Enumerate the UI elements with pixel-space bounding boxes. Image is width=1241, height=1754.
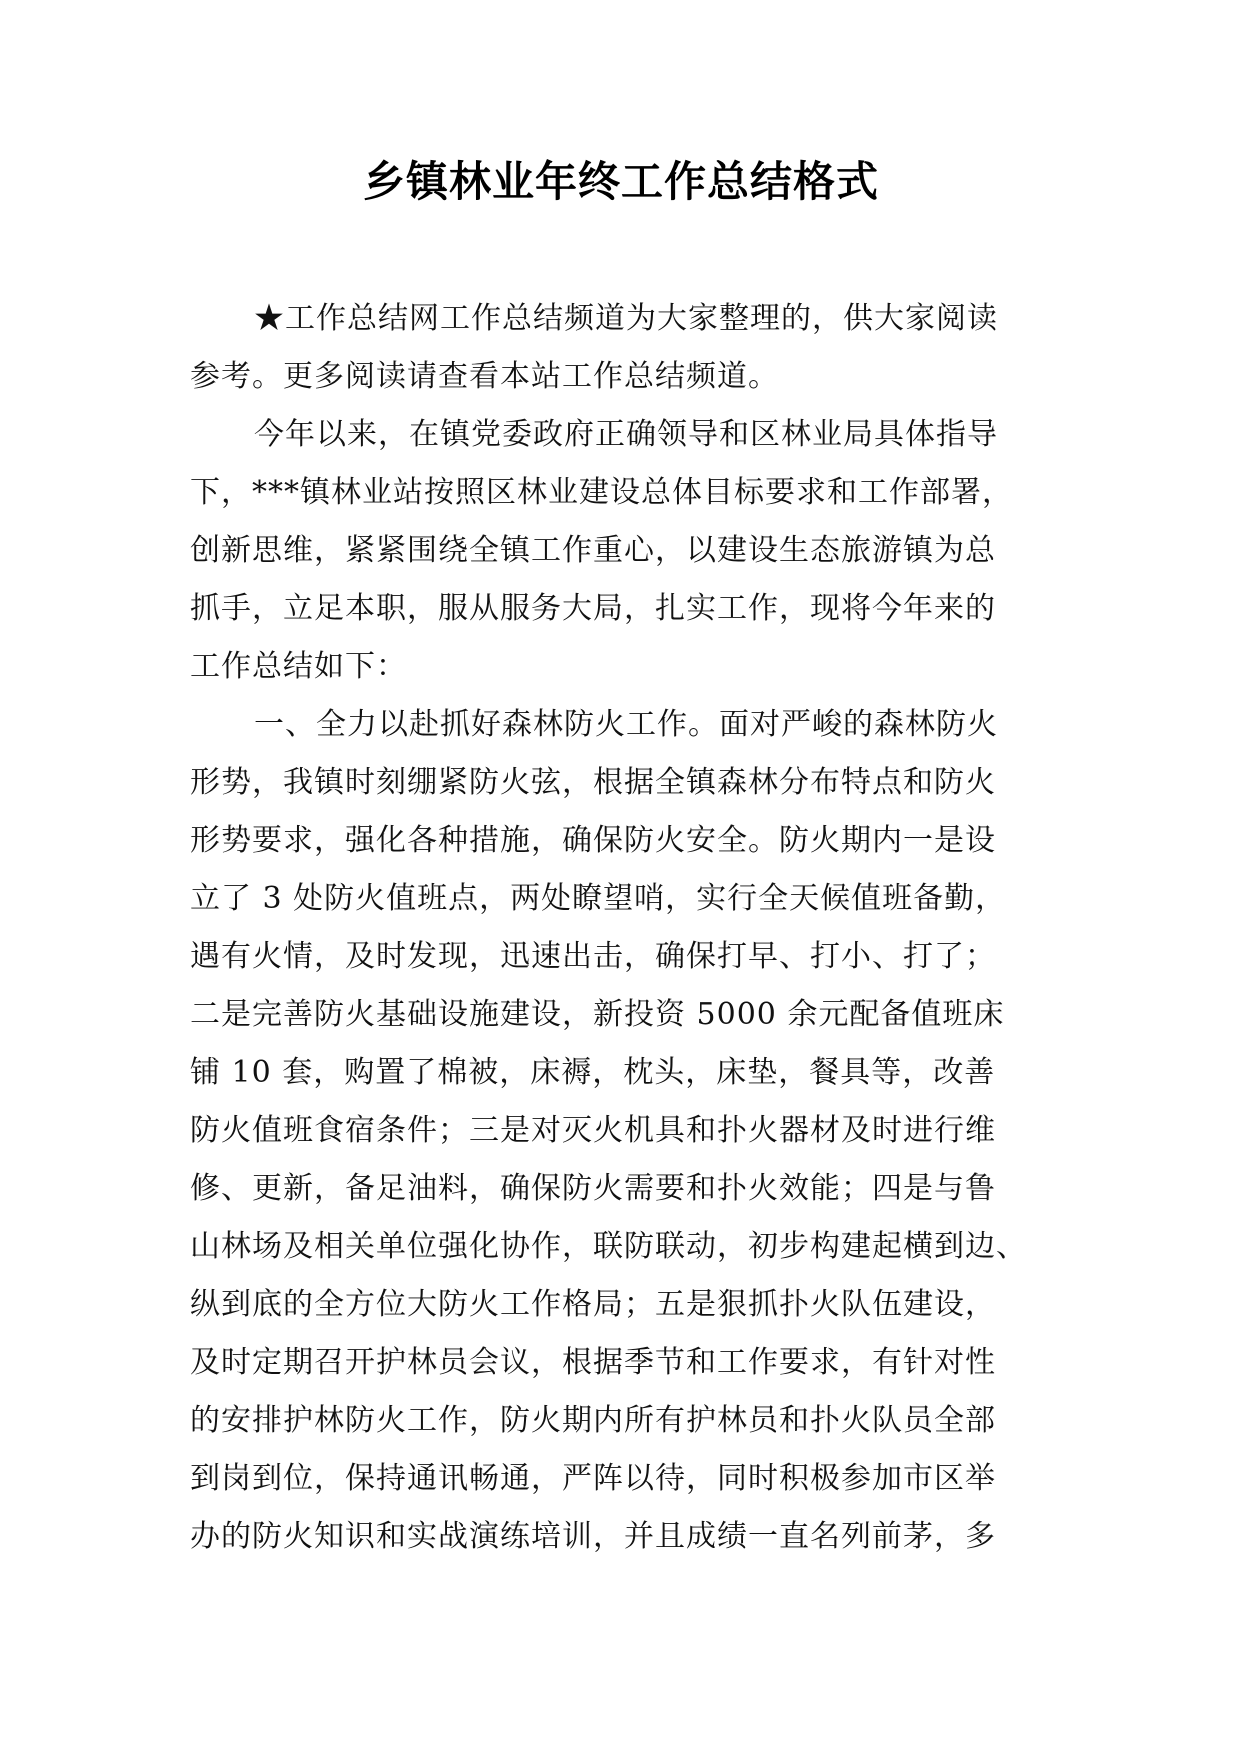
text-line: 工作总结如下：	[190, 649, 407, 684]
text-line: 及时定期召开护林员会议，根据季节和工作要求，有针对性	[190, 1345, 996, 1380]
text-line: 铺 10 套，购置了棉被，床褥，枕头，床垫，餐具等，改善	[190, 1055, 996, 1090]
text-line: 今年以来，在镇党委政府正确领导和区林业局具体指导	[254, 417, 998, 452]
text-line: 修、更新，备足油料，确保防火需要和扑火效能；四是与鲁	[190, 1171, 996, 1206]
document-title: 乡镇林业年终工作总结格式	[362, 157, 879, 206]
text-line: 创新思维，紧紧围绕全镇工作重心，以建设生态旅游镇为总	[190, 533, 996, 568]
text-line: 到岗到位，保持通讯畅通，严阵以待，同时积极参加市区举	[190, 1461, 996, 1496]
text-line: 遇有火情，及时发现，迅速出击，确保打早、打小、打了；	[190, 939, 996, 974]
text-line: 参考。更多阅读请查看本站工作总结频道。	[190, 359, 779, 394]
text-line: 山林场及相关单位强化协作，联防联动，初步构建起横到边、	[190, 1229, 1027, 1264]
text-line: 的安排护林防火工作，防火期内所有护林员和扑火队员全部	[190, 1403, 996, 1438]
text-line: 下，***镇林业站按照区林业建设总体目标要求和工作部署，	[190, 475, 1013, 510]
text-line: ★工作总结网工作总结频道为大家整理的，供大家阅读	[254, 301, 998, 336]
text-line: 二是完善防火基础设施建设，新投资 5000 余元配备值班床	[190, 997, 1005, 1032]
text-line: 立了 3 处防火值班点，两处瞭望哨，实行全天候值班备勤，	[190, 881, 1007, 916]
text-line: 形势要求，强化各种措施，确保防火安全。防火期内一是设	[190, 823, 996, 858]
document-body	[190, 290, 1070, 1566]
text-line: 防火值班食宿条件；三是对灭火机具和扑火器材及时进行维	[190, 1113, 996, 1148]
text-line: 一、全力以赴抓好森林防火工作。面对严峻的森林防火	[254, 707, 998, 742]
text-line: 形势，我镇时刻绷紧防火弦，根据全镇森林分布特点和防火	[190, 765, 996, 800]
text-line: 纵到底的全方位大防火工作格局；五是狠抓扑火队伍建设，	[190, 1287, 996, 1322]
text-line: 抓手，立足本职，服从服务大局，扎实工作，现将今年来的	[190, 591, 996, 626]
text-line: 办的防火知识和实战演练培训，并且成绩一直名列前茅，多	[190, 1519, 996, 1554]
